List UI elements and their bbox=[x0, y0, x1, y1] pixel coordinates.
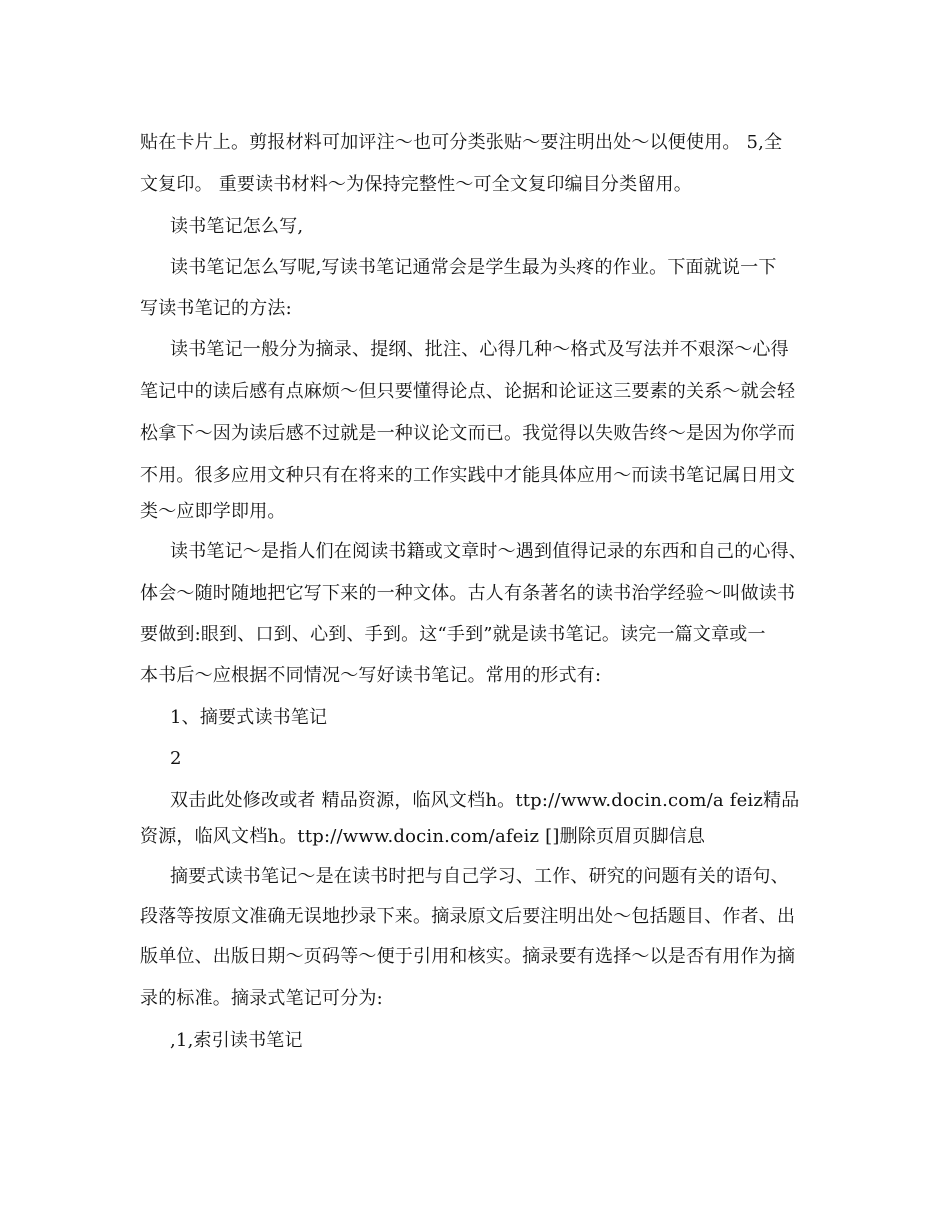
text-line: 录的标准。摘录式笔记可分为: bbox=[140, 988, 383, 1009]
text-line: 笔记中的读后感有点麻烦～但只要懂得论点、论据和论证这三要素的关系～就会轻 bbox=[140, 381, 796, 402]
text-line: 体会～随时随地把它写下来的一种文体。古人有条著名的读书治学经验～叫做读书 bbox=[140, 583, 796, 604]
text-line: 本书后～应根据不同情况～写好读书笔记。常用的形式有: bbox=[140, 665, 602, 686]
text-line: 摘要式读书笔记～是在读书时把与自己学习、工作、研究的问题有关的语句、 bbox=[170, 866, 789, 887]
header-footer-note: 资源，临风文档h。ttp://www.docin.com/afeiz []删除页眉页脚信息 bbox=[140, 826, 706, 847]
text-line: 读书笔记怎么写呢,写读书笔记通常会是学生最为头疼的作业。下面就说一下 bbox=[170, 257, 777, 278]
text-line: 要做到:眼到、口到、心到、手到。这“手到”就是读书笔记。读完一篇文章或一 bbox=[140, 624, 766, 645]
text-line: 写读书笔记的方法: bbox=[140, 298, 292, 319]
text-line: 文复印。 重要读书材料～为保持完整性～可全文复印编目分类留用。 bbox=[140, 174, 692, 195]
text-line: 段落等按原文准确无误地抄录下来。摘录原文后要注明出处～包括题目、作者、出 bbox=[140, 906, 796, 927]
text-line: 读书笔记一般分为摘录、提纲、批注、心得几种～格式及写法并不艰深～心得 bbox=[170, 339, 789, 360]
list-heading: ,1,索引读书笔记 bbox=[170, 1030, 303, 1051]
header-footer-note: 双击此处修改或者 精品资源，临风文档h。ttp://www.docin.com/a feiz精品 bbox=[170, 790, 800, 811]
page-number: 2 bbox=[170, 748, 182, 769]
text-line: 不用。很多应用文种只有在将来的工作实践中才能具体应用～而读书笔记属日用文 bbox=[140, 465, 796, 486]
list-heading: 1、摘要式读书笔记 bbox=[170, 707, 328, 728]
section-heading: 读书笔记怎么写, bbox=[170, 216, 304, 237]
text-line: 松拿下～因为读后感不过就是一种议论文而已。我觉得以失败告终～是因为你学而 bbox=[140, 423, 796, 444]
text-line: 贴在卡片上。剪报材料可加评注～也可分类张贴～要注明出处～以便使用。 5,全 bbox=[140, 132, 783, 153]
text-line: 类～应即学即用。 bbox=[140, 501, 286, 522]
text-line: 版单位、出版日期～页码等～便于引用和核实。摘录要有选择～以是否有用作为摘 bbox=[140, 946, 796, 967]
text-line: 读书笔记～是指人们在阅读书籍或文章时～遇到值得记录的东西和自己的心得、 bbox=[170, 541, 807, 562]
